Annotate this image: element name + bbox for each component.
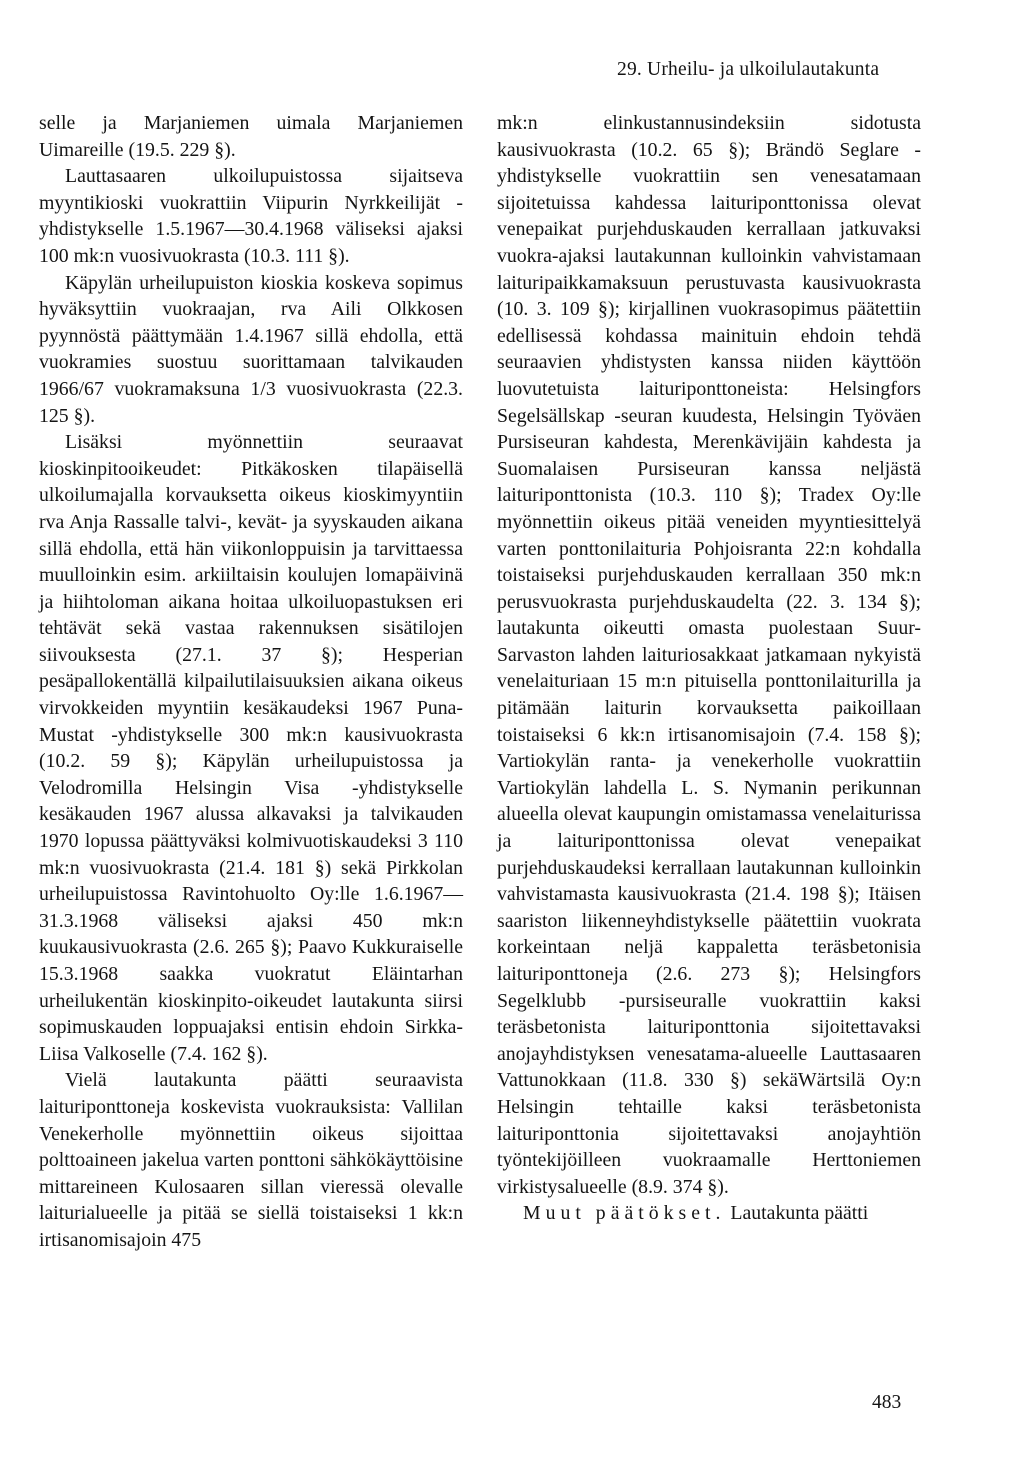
- section-heading-spaced: Muut päätökset.: [523, 1202, 726, 1225]
- running-header: 29. Urheilu- ja ulkoilulautakunta: [617, 59, 880, 80]
- page-number: 483: [872, 1392, 902, 1413]
- paragraph: Vielä lautakunta päätti seuraavista laituriponttoneja koskevista vuokrauksista: Vallilan Venekerholle myönnettiin oikeus sijoittaa polttoaineen jakelua varten ponttoni sähkökäyttöisine mittareineen Kulosaaren sillan vieressä olevalle laiturialueelle ja pitää se siellä toistaiseksi 1 kk:n irtisanomisajoin 475: [39, 1069, 463, 1251]
- paragraph: Käpylän urheilupuiston kioskia koskeva sopimus hyväksyttiin vuokraajan, rva Aili Olkkosen pyynnöstä päättymään 1.4.1967 sillä ehdolla, että vuokramies suostuu suorittamaan talvikauden 1966/67 vuokramaksuna 1/3 vuosivuokrasta (22.3. 125 §).: [39, 271, 463, 427]
- paragraph-text: Lautakunta päätti: [725, 1202, 869, 1225]
- paragraph: Lauttasaaren ulkoilupuistossa sijaitseva myyntikioski vuokrattiin Viipurin Nyrkkeilijät -yhdistykselle 1.5.1967—30.4.1968 väliseksi ajaksi 100 mk:n vuosivuokrasta (10.3. 111 §).: [39, 165, 463, 267]
- right-column: [497, 110, 921, 1227]
- paragraph: selle ja Marjaniemen uimala Marjaniemen Uimareille (19.5. 229 §).: [39, 112, 463, 161]
- paragraph: mk:n elinkustannusindeksiin sidotusta kausivuokrasta (10.2. 65 §); Brändö Seglare -yhdistykselle vuokrattiin sen venesatamaan sijoitetuissa kahdessa laituriponttonissa olevat venepaikat purjehduskauden kerrallaan jatkuvaksi vuokra-ajaksi lautakunnan kulloinkin vahvistamaan laituripaikkamaksuun perustuvasta kausivuokrasta (10. 3. 109 §); kirjallinen vuokrasopimus päätettiin edellisessä kohdassa mainituin ehdoin tehdä seuraavien yhdistysten kanssa niiden käyttöön luovutetuista laituriponttoneista: Helsingfors Segelsällskap -seuran kuudesta, Helsingin Työväen Pursiseuran kahdesta, Merenkävijäin kahdesta ja Suomalaisen Pursiseuran kanssa neljästä laituriponttonista (10.3. 110 §); Tradex Oy:lle myönnettiin oikeus pitää veneiden myyntiesittelyä varten ponttonilaituria Pohjoisranta 22:n kohdalla toistaiseksi purjehduskauden kerrallaan 350 mk:n perusvuokrasta purjehduskaudelta (22. 3. 134 §); lautakunta oikeutti omasta puolestaan Suur-Sarvaston lahden laituriosakkaat jatkamaan nykyistä venelaituriaan 15 m:n pituisella ponttonilaiturilla ja pitämään laiturin korvauksetta paikoillaan toistaiseksi 6 kk:n irtisanomisajoin (7.4. 158 §); Vartiokylän ranta- ja venekerholle vuokrattiin Vartiokylän lahdella L. S. Nymanin perikunnan alueella olevat kaupungin omistamassa venelaiturissa ja laituriponttonissa olevat venepaikat purjehduskaudeksi kerrallaan lautakunnan kulloinkin vahvistamasta kausivuokrasta (21.4. 198 §); Itäisen saariston liikenneyhdistykselle päätettiin vuokrata korkeintaan neljä kappaletta teräsbetonisia laituriponttoneja (2.6. 273 §); Helsingfors Segelklubb -pursiseuralle vuokrattiin kaksi teräsbetonista laituriponttonia sijoitettavaksi anojayhdistyksen venesatama-alueelle Lauttasaaren Vattunokkaan (11.8. 330 §) sekäWärtsilä Oy:n Helsingin tehtaille kaksi teräsbetonista laituriponttonia sijoitettavaksi anojayhtiön työntekijöilleen vuokraamalle Herttoniemen virkistysalueelle (8.9. 374 §).: [497, 112, 921, 1198]
- paragraph: Lisäksi myönnettiin seuraavat kioskinpitooikeudet: Pitkäkosken tilapäisellä ulkoilumajalla korvauksetta oikeus kioskimyyntiin rva Anja Rassalle talvi-, kevät- ja syyskauden aikana sillä ehdolla, että hän viikonloppuisin ja tarvittaessa muulloinkin esim. arkiiltaisin koulujen lomapäivinä ja hiihtoloman aikana hoitaa ulkoiluopastuksen eri tehtävät sekä vastaa rakennuksen sisätilojen siivouksesta (27.1. 37 §); Hesperian pesäpallokentällä kilpailutilaisuuksien aikana oikeus virvokkeiden myyntiin kesäkaudeksi 1967 Puna-Mustat -yhdistykselle 300 mk:n kausivuokrasta (10.2. 59 §); Käpylän urheilupuistossa ja Velodromilla Helsingin Visa -yhdistykselle kesäkauden 1967 alussa alkavaksi ja talvikauden 1970 lopussa päättyväksi kolmivuotiskaudeksi 3 110 mk:n vuosivuokrasta (21.4. 181 §) sekä Pirkkolan urheilupuistossa Ravintohuolto Oy:lle 1.6.1967—31.3.1968 väliseksi ajaksi 450 mk:n kuukausivuokrasta (2.6. 265 §); Paavo Kukkuraiselle 15.3.1968 saakka vuokratut Eläintarhan urheilukentän kioskinpito-oikeudet lautakunta siirsi sopimuskauden loppuajaksi entisin ehdoin Sirkka-Liisa Valkoselle (7.4. 162 §).: [39, 431, 463, 1065]
- left-column: [39, 110, 463, 1254]
- paragraph: [497, 1200, 921, 1227]
